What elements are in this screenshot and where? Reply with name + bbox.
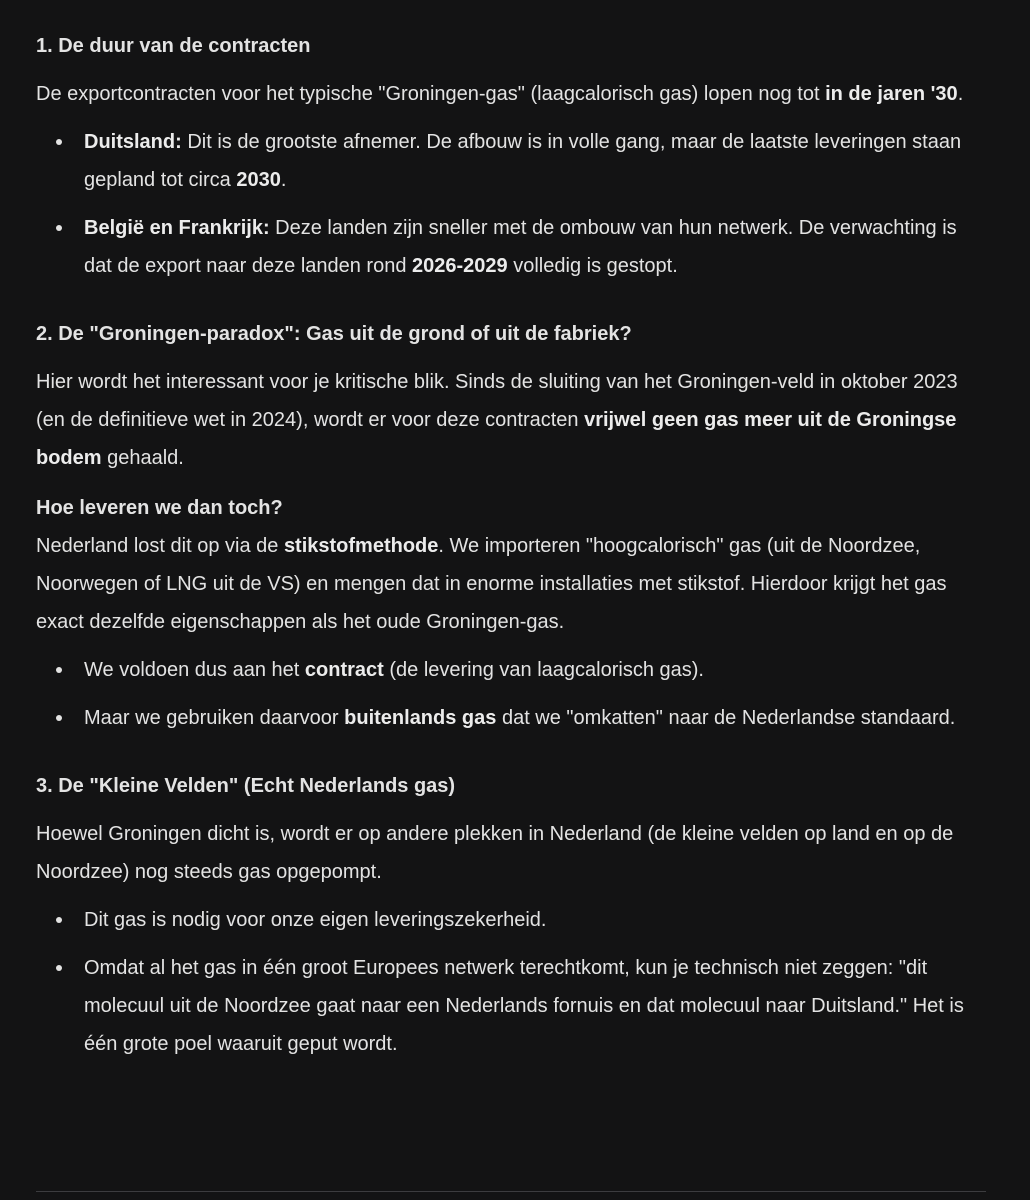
- section-1-intro: De exportcontracten voor het typische "Groningen-gas" (laagcalorisch gas) lopen nog tot in de jaren '30.: [36, 83, 964, 105]
- list-item-duitsland: Duitsland: Dit is de grootste afnemer. De afbouw is in volle gang, maar de laatste leveringen staan gepland tot circa 2030.: [36, 123, 986, 199]
- section-3-list: [36, 901, 986, 1063]
- section-1-heading: 1. De duur van de contracten: [36, 35, 311, 57]
- section-3-heading: 3. De "Kleine Velden" (Echt Nederlands gas): [36, 775, 456, 797]
- section-2-heading: 2. De "Groningen-paradox": Gas uit de grond of uit de fabriek?: [36, 323, 632, 345]
- list-item-buitenlands-gas: Maar we gebruiken daarvoor buitenlands gas dat we "omkatten" naar de Nederlandse standaard.: [36, 699, 986, 737]
- section-1-list: [36, 123, 986, 285]
- section-2-intro: Hier wordt het interessant voor je kritische blik. Sinds de sluiting van het Groningen-veld in oktober 2023 (en de definitieve wet in 2024), wordt er voor deze contracten vrijwel geen gas meer uit de Groningse bodem gehaald.: [36, 371, 958, 469]
- divider: [36, 1191, 986, 1192]
- section-2-subheading: Hoe leveren we dan toch?: [36, 497, 283, 519]
- chat-response: [36, 27, 986, 1063]
- section-2-method: Nederland lost dit op via de stikstofmethode. We importeren "hoogcalorisch" gas (uit de Noordzee, Noorwegen of LNG uit de VS) en mengen dat in enorme installaties met stikstof. Hierdoor krijgt het gas exact dezelfde eigenschappen als het oude Groningen-gas.: [36, 535, 947, 633]
- list-item-contract: We voldoen dus aan het contract (de levering van laagcalorisch gas).: [36, 651, 986, 689]
- list-item-leveringszekerheid: Dit gas is nodig voor onze eigen leveringszekerheid.: [36, 901, 986, 939]
- list-item-europees-netwerk: Omdat al het gas in één groot Europees netwerk terechtkomt, kun je technisch niet zeggen: "dit molecuul uit de Noordzee gaat naar een Nederlands fornuis en dat molecuul naar Duitsland." Het is één grote poel waaruit geput wordt.: [36, 949, 986, 1063]
- section-2-list: [36, 651, 986, 737]
- section-3-intro: Hoewel Groningen dicht is, wordt er op andere plekken in Nederland (de kleine velden op land en op de Noordzee) nog steeds gas opgepompt.: [36, 823, 954, 883]
- list-item-belgie-frankrijk: België en Frankrijk: Deze landen zijn sneller met de ombouw van hun netwerk. De verwachting is dat de export naar deze landen rond 2026-2029 volledig is gestopt.: [36, 209, 986, 285]
